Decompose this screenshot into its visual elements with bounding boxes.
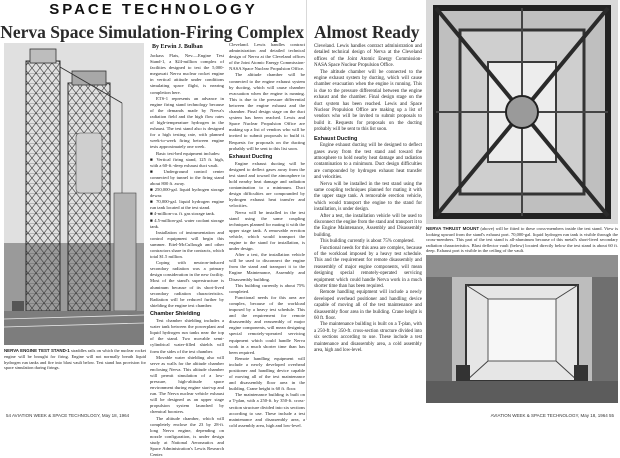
col3-para-7: Remote handling equipment will include a newly developed overhead positioner and handling device capable of moving all of the test maintenance and disassembly floor area in the building. Crane height is 60 ft. floor.: [314, 290, 422, 322]
test-stand-caption-text: straddles rails on which the nuclear rocket engine will be brought for firing. Engine will not normally breath liquid hydrogen run tanks and fire into blast vault below. Test stand has provision for space simulation during firings.: [4, 348, 146, 371]
col2-para-5: This building currently is about 75% completed.: [229, 282, 305, 294]
col2-para-8: The maintenance building is built on a T-plan, with a 250-ft. by 350-ft. cross-section structure divided into six sections according to use. These include a test maintenance and disassembly area, a cold assembly area, high and low-level.: [229, 392, 305, 428]
col1-bullet-3: ■ 250,000-gal. liquid hydrogen storage dewar.: [150, 187, 224, 199]
col2-para-3: Nerva will be installed in the test stand using the same coupling techniques planned for mating it with the upper stage tank. A removable erection vehicle, which would transport the engine to the stand for installation, is under design.: [229, 209, 305, 252]
col1-para-0: Jackass Flats, Nev.—Engine Test Stand-1, a $24-million complex of facilities designed to test the 5,000-megawatt Nerva nuclear rocket engine in vertical attitude under conditions simulating space flight, is nearing completion here.: [150, 53, 224, 95]
col1-bullet-2: ■ Underground control center connected by tunnel to the firing stand about 800 ft. away.: [150, 168, 224, 186]
col3-para-5: This building currently is about 75% completed.: [320, 239, 415, 245]
col2-subheading: Exhaust Ducting: [229, 153, 273, 160]
test-stand-photo: [4, 43, 144, 345]
byline: By Erwin J. Bulban: [152, 44, 203, 50]
col1-bullet-1: ■ Vertical firing stand, 125 ft. high, with a 60-ft.-deep exhaust duct vault.: [150, 156, 224, 168]
col1-bullet-5: ■ 4-million-cu. ft. gas storage tank.: [150, 211, 216, 217]
thrust-mount-caption-text: (above) will be fitted to these cross-members inside the test stand. View is looking upward from the stand's exhaust port. 70,000-gal. liquid hydrogen run tank is visible through the cross-members. This part of the test stand is all-aluminum because of this metal's short-lived secondary radiation characteristics. Blast deflector vault (below) located directly below the test stand is about 60 ft. deep. Exhaust port is visible in the ceiling of the vault.: [426, 226, 618, 254]
col1-para-6: Movable water shielding also will serve as walls for the altitude chamber enclosing Nerva. This altitude chamber will permit simulation of a low-pressure, high-altitude space environment during engine start-up and run. The Nerva nuclear vehicle exhaust will be designed as an upper stage propulsion system launched by chemical boosters.: [150, 354, 224, 415]
col1-para-1: ETS-1 represents an advance in engine firing stand technology because of the demands made by Nerva's radiation field and the high flow rates of high-temperature hydrogen in the exhaust. The test stand also is designed for a high testing rate, with planned week-to-week firing between engine tests approximately one week.: [150, 95, 224, 150]
col3-para-2: Engine exhaust ducting will be designed to deflect gases away from the test stand and toward the atmosphere to hold nearby heat damage and radiation contamination to a minimum. Duct design difficulties are compounded by hydrogen exhaust heat transfer and velocities.: [314, 143, 422, 181]
col3-para-4: After a test, the installation vehicle will be used to disconnect the engine from the stand and transport it to the Engine Maintenance, Assembly and Disassembly building.: [314, 213, 422, 238]
thrust-mount-caption: [426, 226, 618, 254]
col1-para-2: Basic test-bed equipment includes:: [156, 150, 221, 156]
right-page: [310, 0, 620, 420]
col2-para-6: Functional needs for this area are complex, because of the workload imposed by a heavy test schedule. This and the requirement for remote disassembly and reassembly of major engine components, will mean designing special remotely-operated servicing equipment which could handle Nerva work in a much shorter time than has been required.: [229, 294, 305, 355]
test-stand-caption-heading: NERVA ENGINE TEST STAND-1: [4, 348, 70, 353]
col2-para-1: The altitude chamber will be connected to the engine exhaust system by ducting, which will cause chamber evacuation when the engine is running. This is due to the pressure differential between the engine exhaust and the chamber. Final design stage on the duct system has been reached. Lewis and Space Nuclear Propulsion Office are making up a list of vendors who will be invited to submit proposals to build it. Requests for proposals on the ducting probably will be sent to this list soon.: [229, 72, 305, 151]
col2-para-7: Remote handling equipment will include a newly developed overhead positioner and handling device capable of moving all of the test maintenance and disassembly floor area in the building. Crane height is 60 ft. floor.: [229, 355, 305, 392]
col2-para-4: After a test, the installation vehicle will be used to disconnect the engine from the stand and transport it to the Engine Maintenance, Assembly and Disassembly building.: [229, 252, 305, 282]
article-column-1: [150, 53, 224, 458]
article-column-3: [314, 44, 422, 400]
col3-para-1: The altitude chamber will be connected to the engine exhaust system by ducting, which will cause chamber evacuation when the engine is running. This is due to the pressure differential between the engine exhaust and the chamber. Final design stage on the duct system has been reached. Lewis and Space Nuclear Propulsion Office are making up a list of vendors who will be invited to submit proposals to build it. Requests for proposals on the ducting probably will be sent to this list soon.: [314, 69, 422, 133]
col1-para-3: Installation of instrumentation and control equipment will begin this summer. Eitel-McCullough and other contractors share in the contracts, which total $1.5 million.: [150, 229, 224, 260]
col3-para-0: Cleveland. Lewis handles contract administration and detailed technical design of Nerva at the Cleveland offices of the Joint Atomic Energy Commission-NASA Space Nuclear Propulsion Office.: [314, 44, 422, 69]
col1-subheading: Chamber Shielding: [150, 310, 201, 317]
blast-vault-illustration: [426, 255, 618, 403]
col1-para-4: Coping with neutron-induced secondary radiation was a primary design consideration in the new facility. Most of the stand's superstructure is aluminum because of its short-lived secondary radiation characteristics. Radiation will be reduced further by shielding the engine test chamber.: [150, 260, 224, 308]
test-stand-caption: [4, 348, 146, 371]
col2-para-0: Cleveland. Lewis handles contract administration and detailed technical design of Nerva at the Cleveland offices of the Joint Atomic Energy Commission-NASA Space Nuclear Propulsion Office.: [229, 42, 305, 72]
thrust-mount-illustration: [426, 0, 618, 224]
col2-para-2: Engine exhaust ducting will be designed to deflect gases away from the test stand and toward the atmosphere to hold nearby heat damage and radiation contamination to a minimum. Duct design difficulties are compounded by hydrogen exhaust heat transfer and velocities.: [229, 160, 305, 209]
col3-para-3: Nerva will be installed in the test stand using the same coupling techniques planned for mating it with the upper stage tank. A removable erection vehicle, which would transport the engine to the stand for installation, is under design.: [314, 181, 422, 213]
col3-para-8: The maintenance building is built on a T-plan, with a 250-ft. by 350-ft. cross-section structure divided into six sections according to use. These include a test maintenance and disassembly area, a cold assembly area, high and low-level.: [314, 322, 422, 354]
col3-subheading: Exhaust Ducting: [314, 135, 358, 142]
thrust-mount-photo: [426, 0, 618, 224]
right-footer: AVIATION WEEK & SPACE TECHNOLOGY, May 18, 1964 55: [490, 413, 614, 418]
section-label: SPACE TECHNOLOGY: [49, 1, 258, 18]
left-page: [0, 0, 307, 458]
left-footer: 54 AVIATION WEEK & SPACE TECHNOLOGY, May 18, 1964: [6, 413, 130, 418]
col1-bullet-6: ■ 4.5-million-gal. water coolant storage tank.: [150, 217, 224, 229]
col1-para-5: Test chamber shielding includes a water tank between the powerplant and liquid hydrogen run tanks near the top of the stand. Two movable semi-cylindrical water-filled shields will form the sides of the test chamber.: [150, 318, 224, 354]
col1-para-7: The altitude chamber, which will completely enclose the 23 by 28-ft. long Nerva engine, depending on nozzle configuration, is under design study at National Aeronautics and Space Administration's Lewis Research Center.: [150, 415, 224, 458]
right-page-title: Almost Ready: [314, 22, 420, 42]
test-stand-illustration: [4, 43, 144, 345]
article-column-2: [229, 42, 305, 428]
col3-para-6: Functional needs for this area are complex, because of the workload imposed by a heavy test schedule. This and the requirement for remote disassembly and reassembly of major engine components, will mean designing special remotely-operated servicing equipment which could handle Nerva work in a much shorter time than has been required.: [314, 245, 422, 290]
col1-bullet-4: ■ 70,000-gal. liquid hydrogen engine run tank located at the test stand.: [150, 199, 224, 211]
blast-vault-photo: [426, 255, 618, 403]
thrust-mount-caption-heading: NERVA THRUST MOUNT: [426, 226, 480, 231]
left-page-title: Nerva Space Simulation-Firing Complex: [0, 22, 304, 42]
